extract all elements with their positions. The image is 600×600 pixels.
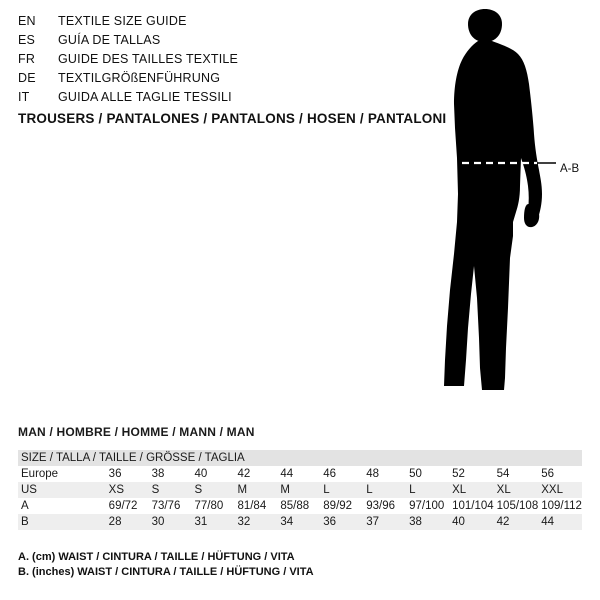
- language-row-fr: [18, 52, 358, 71]
- cell: 40: [194, 468, 208, 480]
- cell: 50: [409, 468, 422, 480]
- cell: 42: [237, 468, 251, 480]
- cell: 109/112: [541, 500, 582, 512]
- cell: 37: [363, 514, 406, 530]
- cell: 48: [366, 468, 379, 480]
- language-code-es: ES: [18, 33, 36, 47]
- language-title-list: [18, 14, 358, 109]
- cell: 85/88: [280, 500, 310, 512]
- cell: L: [320, 482, 363, 498]
- language-text-es: GUÍA DE TALLAS: [58, 33, 161, 47]
- cell: 77/80: [194, 500, 224, 512]
- table-row-header: [18, 450, 582, 466]
- language-row-es: [18, 33, 358, 52]
- category-title: TROUSERS / PANTALONES / PANTALONS / HOSEN / PANTALONI: [18, 111, 447, 126]
- cell: S: [192, 482, 235, 498]
- table-row: [18, 514, 582, 530]
- cell: 101/104: [452, 500, 494, 512]
- cell: 73/76: [151, 500, 181, 512]
- cell: 46: [323, 468, 337, 480]
- cell: 69/72: [108, 500, 138, 512]
- language-row-it: [18, 90, 358, 109]
- language-code-it: IT: [18, 90, 30, 104]
- cell: XS: [106, 482, 149, 498]
- cell: 93/96: [366, 500, 395, 512]
- cell: 36: [320, 514, 363, 530]
- cell: 28: [106, 514, 149, 530]
- cell: 97/100: [409, 500, 445, 512]
- size-table-head: [18, 450, 582, 466]
- cell: 31: [192, 514, 235, 530]
- size-table-body: [18, 466, 582, 530]
- language-row-de: [18, 71, 358, 90]
- size-table: [18, 450, 582, 530]
- cell: 44: [538, 514, 582, 530]
- table-row: [18, 466, 582, 482]
- cell: L: [406, 482, 449, 498]
- cell: M: [234, 482, 277, 498]
- table-row: [18, 482, 582, 498]
- cell: 36: [108, 468, 122, 480]
- language-code-en: EN: [18, 14, 36, 28]
- footnote-b: B. (inches) WAIST / CINTURA / TAILLE / HÜFTUNG / VITA: [18, 566, 314, 578]
- cell: 89/92: [323, 500, 353, 512]
- cell: XL: [449, 482, 494, 498]
- cell: 56: [541, 468, 555, 480]
- cell: 32: [234, 514, 277, 530]
- cell: 54: [496, 468, 510, 480]
- language-text-en: TEXTILE SIZE GUIDE: [58, 14, 187, 28]
- footnote-a: A. (cm) WAIST / CINTURA / TAILLE / HÜFTUNG / VITA: [18, 551, 295, 563]
- cell: 52: [452, 468, 465, 480]
- row-label-europe: Europe: [21, 468, 59, 480]
- cell: 34: [277, 514, 320, 530]
- table-section-title: MAN / HOMBRE / HOMME / MANN / MAN: [18, 425, 255, 439]
- language-text-de: TEXTILGRÖßENFÜHRUNG: [58, 71, 221, 85]
- footnotes: [18, 550, 314, 580]
- measure-label-ab: A-B: [560, 163, 580, 175]
- cell: 38: [406, 514, 449, 530]
- cell: XXL: [538, 482, 582, 498]
- cell: L: [363, 482, 406, 498]
- cell: XL: [494, 482, 539, 498]
- language-text-it: GUIDA ALLE TAGLIE TESSILI: [58, 90, 232, 104]
- cell: 44: [280, 468, 294, 480]
- row-label-us: US: [18, 482, 106, 498]
- table-row: [18, 498, 582, 514]
- row-label-a: A: [21, 500, 29, 512]
- cell: 42: [494, 514, 539, 530]
- cell: 105/108: [496, 500, 539, 512]
- language-text-fr: GUIDE DES TAILLES TEXTILE: [58, 52, 239, 66]
- row-label-b: B: [18, 514, 106, 530]
- body-silhouette-figure: [400, 8, 600, 408]
- cell: S: [149, 482, 192, 498]
- cell: 40: [449, 514, 494, 530]
- cell: M: [277, 482, 320, 498]
- cell: 30: [149, 514, 192, 530]
- language-code-fr: FR: [18, 52, 36, 66]
- language-code-de: DE: [18, 71, 36, 85]
- size-table-header-label: SIZE / TALLA / TAILLE / GRÖSSE / TAGLIA: [18, 450, 582, 466]
- language-row-en: [18, 14, 358, 33]
- cell: 81/84: [237, 500, 267, 512]
- cell: 38: [151, 468, 165, 480]
- silhouette-shape: [444, 9, 542, 390]
